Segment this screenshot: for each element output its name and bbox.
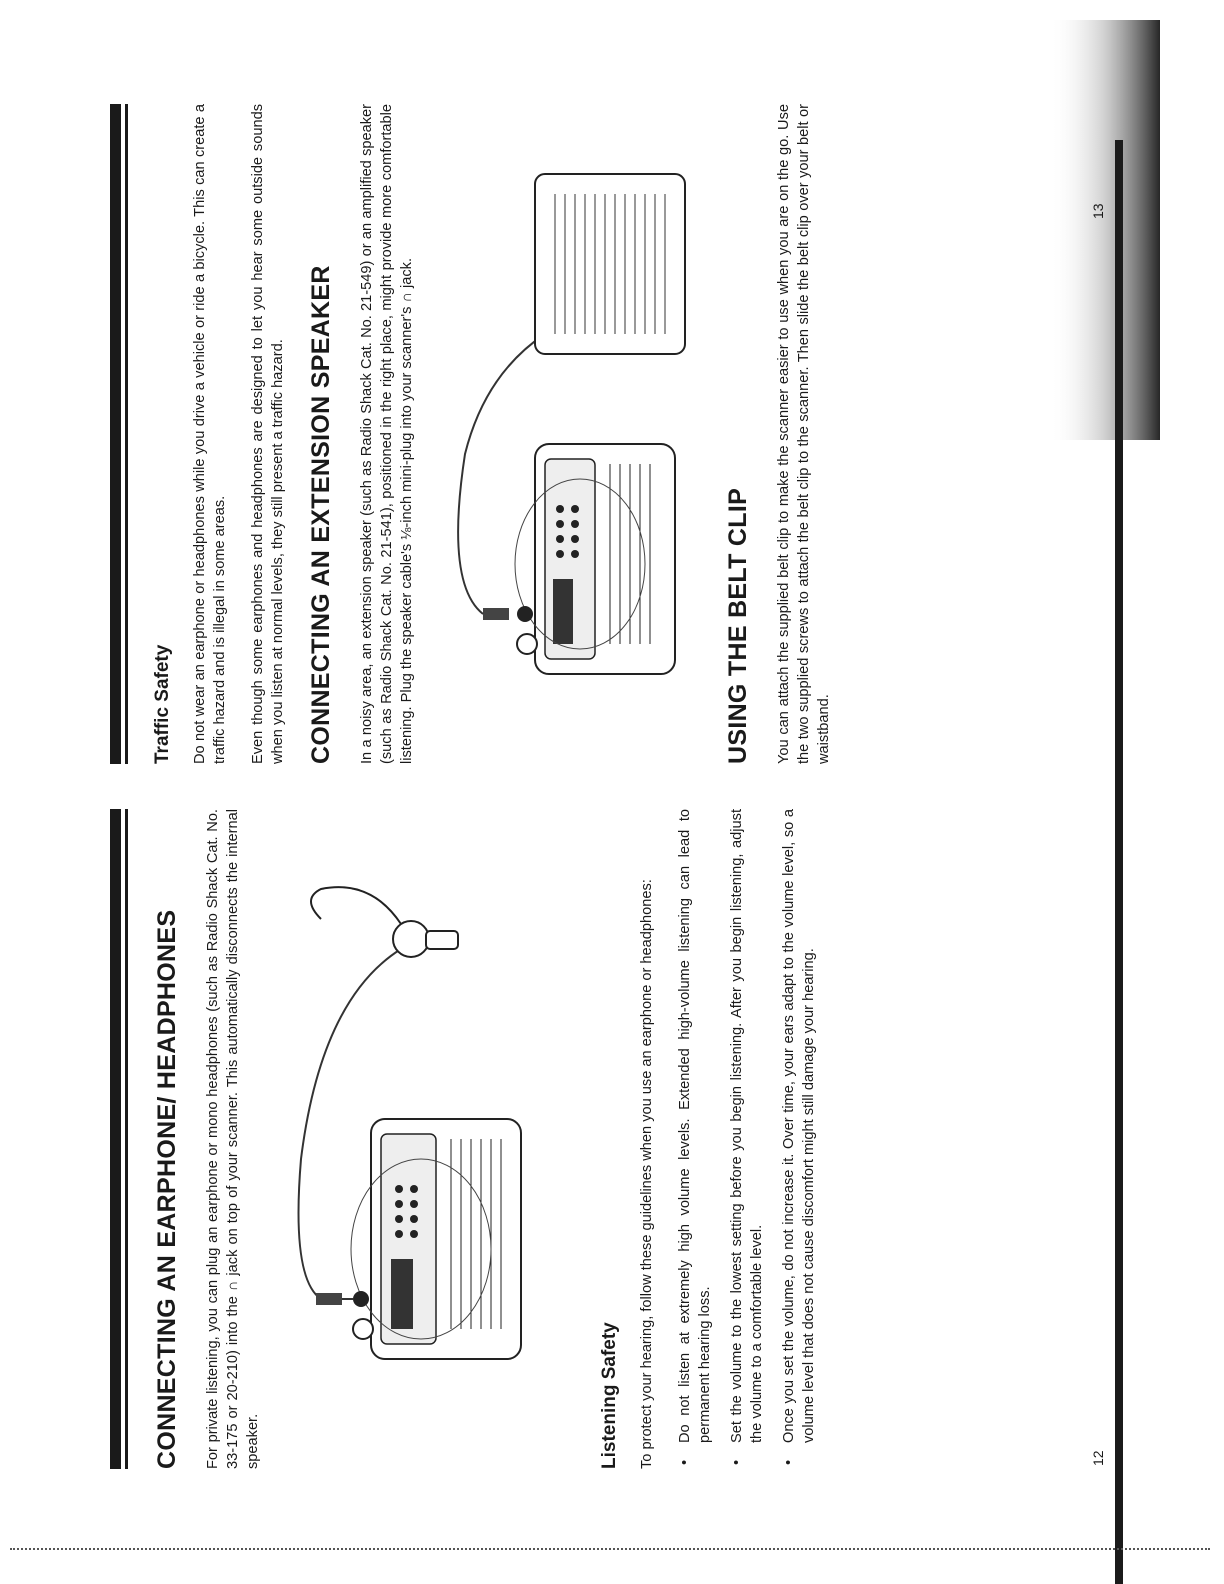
traffic-safety-heading: Traffic Safety <box>152 644 173 764</box>
left-page <box>110 809 831 1469</box>
page-number-right: 13 <box>1090 203 1106 219</box>
list-item: • Set the volume to the lowest setting before you begin listening. After you begin listening, adjust the volume to a comfortable level. <box>727 809 767 1469</box>
safety-list <box>675 809 819 1469</box>
scanner-speaker-illustration <box>435 154 705 714</box>
belt-clip-heading: USING THE BELT CLIP <box>724 487 752 764</box>
traffic-safety-p1: Do not wear an earphone or headphones while you drive a vehicle or ride a bicycle. This can create a traffic hazard and is illegal in some areas. <box>192 104 228 764</box>
earphone-intro: For private listening, you can plug an earphone or mono headphones (such as Radio Shack Cat. No. 33-175 or 20-210) into the ∩ jack on top of your scanner. This automatically disconnects the internal speaker. <box>205 809 261 1469</box>
page-number-left: 12 <box>1090 1450 1106 1466</box>
list-item: • Once you set the volume, do not increase it. Over time, your ears adapt to the volume level, so a volume level that does not cause discomfort might still damage your hearing. <box>779 809 819 1469</box>
belt-clip-text: You can attach the supplied belt clip to make the scanner easier to use when you are on the go. Use the two supplied screws to attach the belt clip to the scanner. Then slide the belt clip over your belt or waistband. <box>776 104 832 764</box>
section-bar-thin <box>125 809 128 1469</box>
scanner-earphone-illustration <box>281 859 581 1419</box>
extension-speaker-heading: CONNECTING AN EXTENSION SPEAKER <box>307 265 335 764</box>
section-bar <box>110 809 121 1469</box>
right-page <box>110 104 852 764</box>
earphone-heading: CONNECTING AN EARPHONE/ HEADPHONES <box>153 909 181 1469</box>
list-item: • Do not listen at extremely high volume levels. Extended high-volume listening can lead to permanent hearing loss. <box>675 809 715 1469</box>
extension-speaker-text: In a noisy area, an extension speaker (such as Radio Shack Cat. No. 21-549) or an amplified speaker (such as Radio Shack Cat. No. 21-541), positioned in the right place, might provide more comfortable listening. Plug the speaker cable's ⅛-inch mini-plug into your scanner's ∩ jack. <box>359 104 415 764</box>
section-bar-thin <box>125 104 128 764</box>
traffic-safety-p2: Even though some earphones and headphones are designed to let you hear some outside sounds when you listen at normal levels, they still present a traffic hazard. <box>250 104 286 764</box>
listening-safety-heading: Listening Safety <box>599 1322 620 1469</box>
section-bar <box>110 104 121 764</box>
listening-safety-intro: To protect your hearing, follow these guidelines when you use an earphone or headphones: <box>639 879 655 1469</box>
